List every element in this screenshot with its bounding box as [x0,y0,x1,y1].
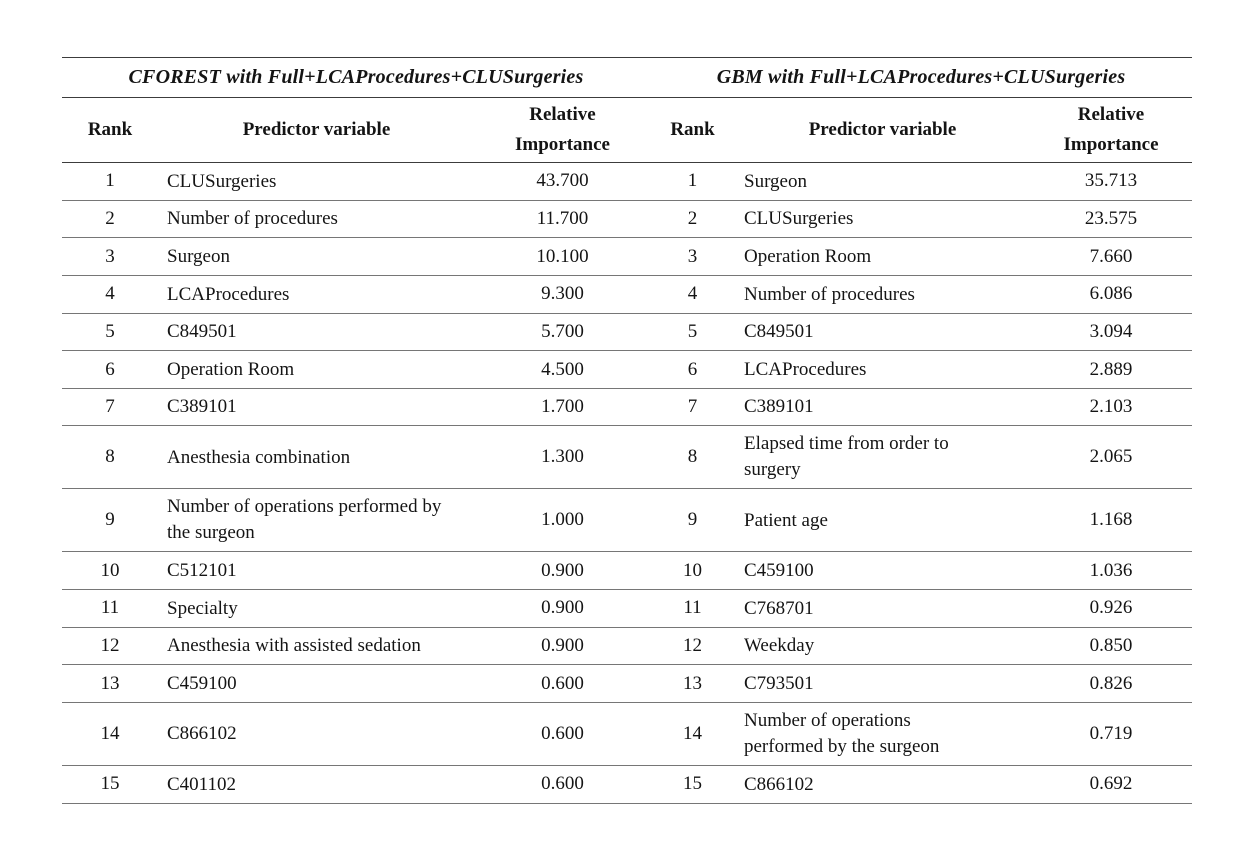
table-row [62,275,1192,313]
left-predictor-text: Anesthesia combination [167,446,351,468]
right-rank-text: 5 [687,320,698,342]
left-predictor-text: Operation Room [167,358,295,380]
right-rank-cell [650,627,735,665]
left-rank-text: 8 [105,446,115,468]
right-predictor-cell [735,627,1030,665]
right-importance-text: 0.850 [1089,635,1133,657]
left-predictor-text: Specialty [167,597,238,619]
right-importance-cell [1030,163,1192,201]
right-rank-cell [650,703,735,766]
left-rank-text: 14 [100,723,120,745]
right-importance-header-line1: Relative [1077,104,1145,125]
right-importance-text: 2.103 [1089,396,1133,418]
left-predictor-cell [158,489,475,552]
right-importance-text: 1.168 [1089,509,1133,531]
right-importance-text: 7.660 [1089,245,1133,267]
right-importance-text: 35.713 [1084,170,1138,192]
left-rank-header: Rank [87,119,133,140]
left-predictor-text: Anesthesia with assisted sedation [167,635,421,657]
right-rank-text: 6 [687,358,698,380]
gbm-model-title: GBM with Full+LCAProcedures+CLUSurgeries [716,66,1126,88]
table-row [62,163,1192,201]
left-predictor-cell [158,552,475,590]
variable-importance-table [62,57,1192,804]
left-predictor-cell [158,163,475,201]
right-predictor-text: C459100 [744,560,814,582]
left-predictor-text: LCAProcedures [167,283,290,305]
right-rank-text: 9 [687,509,698,531]
right-importance-text: 3.094 [1089,320,1133,342]
right-importance-cell [1030,238,1192,276]
left-importance-cell [475,313,650,351]
right-rank-cell [650,313,735,351]
table-header [62,58,1192,163]
left-importance-text: 0.600 [541,723,584,745]
left-predictor-cell [158,238,475,276]
left-importance-text: 0.900 [541,635,584,657]
right-rank-cell [650,200,735,238]
left-rank-text: 15 [100,773,120,795]
table-row [62,552,1192,590]
left-predictor-cell [158,426,475,489]
left-importance-cell [475,200,650,238]
right-predictor-cell [735,163,1030,201]
table-body [62,163,1192,804]
right-predictor-text: C849501 [744,321,814,343]
right-predictor-text: LCAProcedures [744,358,867,380]
right-predictor-cell [735,238,1030,276]
table-row [62,388,1192,426]
left-importance-cell [475,665,650,703]
right-rank-text: 3 [687,245,698,267]
right-predictor-text: C389101 [744,396,814,418]
left-rank-text: 12 [100,635,120,657]
left-importance-cell [475,275,650,313]
left-predictor-cell [158,766,475,804]
left-predictor-cell [158,627,475,665]
right-importance-text: 2.065 [1089,446,1133,468]
right-predictor-text: Number of procedures [744,283,915,305]
left-importance-cell [475,703,650,766]
table-row [62,238,1192,276]
left-importance-text: 1.300 [541,446,584,468]
right-rank-text: 4 [687,283,698,305]
right-importance-cell [1030,426,1192,489]
right-importance-text: 2.889 [1089,358,1133,380]
left-importance-text: 43.700 [536,170,589,192]
left-rank-text: 11 [100,597,120,619]
left-importance-text: 4.500 [541,358,584,380]
left-rank-cell [62,627,158,665]
right-importance-cell [1030,552,1192,590]
right-predictor-cell [735,200,1030,238]
left-importance-cell [475,489,650,552]
left-importance-cell [475,627,650,665]
right-predictor-cell [735,766,1030,804]
right-rank-cell [650,275,735,313]
right-predictor-text: C768701 [744,597,814,619]
left-predictor-cell [158,275,475,313]
right-rank-text: 13 [683,672,702,694]
left-predictor-text: Number of procedures [167,208,338,230]
right-predictor-text: Weekday [744,635,815,657]
table-row [62,665,1192,703]
left-predictor-cell [158,200,475,238]
table-row [62,627,1192,665]
left-importance-cell [475,351,650,389]
left-rank-cell [62,552,158,590]
left-rank-text: 3 [105,245,115,267]
left-importance-cell [475,426,650,489]
left-importance-text: 0.600 [541,672,584,694]
right-rank-text: 10 [683,559,702,581]
left-importance-cell [475,163,650,201]
left-importance-text: 0.900 [541,559,584,581]
left-importance-header-line1: Relative [529,104,596,125]
right-predictor-text: Patient age [744,509,828,531]
right-importance-text: 23.575 [1084,207,1138,229]
left-predictor-cell [158,703,475,766]
left-predictor-cell [158,351,475,389]
right-importance-cell [1030,766,1192,804]
left-predictor-text: Surgeon [167,245,230,267]
column-header-row [62,98,1192,163]
left-rank-cell [62,665,158,703]
right-rank-text: 7 [687,396,698,418]
left-importance-header [475,98,650,163]
right-importance-text: 0.826 [1089,672,1133,694]
right-rank-text: 14 [683,723,702,745]
right-rank-text: 12 [683,635,702,657]
right-predictor-cell [735,665,1030,703]
left-predictor-cell [158,590,475,628]
left-importance-cell [475,238,650,276]
left-importance-cell [475,388,650,426]
left-predictor-header: Predictor variable [242,119,391,140]
left-rank-cell [62,388,158,426]
right-importance-header-line2: Importance [1063,134,1159,155]
right-predictor-text: C793501 [744,673,814,695]
left-predictor-text: C401102 [167,773,236,795]
table-row [62,313,1192,351]
table-row [62,200,1192,238]
left-rank-text: 7 [105,396,115,418]
right-importance-cell [1030,489,1192,552]
left-rank-cell [62,426,158,489]
right-importance-cell [1030,665,1192,703]
left-rank-cell [62,703,158,766]
right-importance-cell [1030,590,1192,628]
right-importance-text: 0.692 [1089,773,1133,795]
right-rank-text: 15 [683,773,702,795]
table-row [62,590,1192,628]
left-rank-text: 2 [105,207,115,229]
left-rank-cell [62,313,158,351]
left-predictor-text: C849501 [167,321,237,343]
left-predictor-text: CLUSurgeries [167,170,277,192]
left-rank-text: 9 [105,509,115,531]
right-importance-cell [1030,351,1192,389]
right-rank-cell [650,665,735,703]
left-rank-cell [62,163,158,201]
right-rank-text: 2 [687,207,698,229]
left-importance-text: 5.700 [541,320,584,342]
right-predictor-text: Number of operations performed by the surgeon [744,710,940,758]
right-importance-cell [1030,200,1192,238]
left-predictor-text: C389101 [167,396,237,418]
left-importance-header-line2: Importance [515,134,610,155]
right-importance-cell [1030,388,1192,426]
table-row [62,766,1192,804]
left-rank-text: 4 [105,283,115,305]
right-predictor-cell [735,552,1030,590]
right-predictor-header: Predictor variable [808,119,957,140]
right-rank-header: Rank [670,119,715,140]
right-predictor-text: Operation Room [744,245,872,267]
right-predictor-cell [735,426,1030,489]
right-predictor-text: Surgeon [744,170,807,192]
right-rank-text: 11 [683,597,702,619]
left-importance-text: 0.900 [541,597,584,619]
left-importance-text: 10.100 [536,245,589,267]
right-predictor-cell [735,351,1030,389]
left-importance-text: 11.700 [536,207,589,229]
table-row [62,426,1192,489]
right-rank-cell [650,351,735,389]
left-predictor-text: C459100 [167,673,237,695]
right-importance-text: 1.036 [1089,559,1133,581]
left-rank-cell [62,766,158,804]
right-importance-cell [1030,275,1192,313]
right-predictor-text: CLUSurgeries [744,208,854,230]
left-rank-cell [62,351,158,389]
right-rank-cell [650,766,735,804]
table-row [62,489,1192,552]
left-rank-text: 5 [105,320,115,342]
right-importance-header [1030,98,1192,163]
left-rank-text: 13 [100,672,120,694]
model-title-row [62,58,1192,98]
left-importance-cell [475,766,650,804]
right-rank-cell [650,238,735,276]
left-rank-text: 6 [105,358,115,380]
left-rank-text: 10 [100,559,120,581]
right-importance-cell [1030,703,1192,766]
right-importance-text: 0.719 [1089,723,1133,745]
left-importance-cell [475,552,650,590]
right-predictor-cell [735,388,1030,426]
left-rank-text: 1 [105,170,115,192]
left-predictor-text: C512101 [167,560,237,582]
left-rank-cell [62,489,158,552]
right-rank-cell [650,388,735,426]
left-predictor-cell [158,665,475,703]
left-rank-cell [62,590,158,628]
right-rank-text: 8 [687,446,698,468]
right-importance-cell [1030,313,1192,351]
right-predictor-cell [735,313,1030,351]
left-rank-cell [62,275,158,313]
left-importance-text: 1.000 [541,509,584,531]
right-rank-cell [650,163,735,201]
left-importance-text: 0.600 [541,773,584,795]
table-row [62,703,1192,766]
right-predictor-text: Elapsed time from order to surgery [744,433,949,481]
right-importance-text: 6.086 [1089,283,1133,305]
right-predictor-cell [735,489,1030,552]
cforest-model-title: CFOREST with Full+LCAProcedures+CLUSurgeries [128,66,584,88]
left-importance-text: 9.300 [541,283,584,305]
left-predictor-cell [158,388,475,426]
left-rank-cell [62,200,158,238]
right-predictor-text: C866102 [744,773,814,795]
right-rank-text: 1 [687,170,698,192]
right-rank-cell [650,426,735,489]
left-predictor-text: Number of operations performed by the surgeon [167,496,442,544]
left-importance-text: 1.700 [541,396,584,418]
right-rank-cell [650,489,735,552]
right-importance-cell [1030,627,1192,665]
right-rank-cell [650,590,735,628]
right-predictor-cell [735,590,1030,628]
right-predictor-cell [735,703,1030,766]
right-importance-text: 0.926 [1089,597,1133,619]
left-rank-cell [62,238,158,276]
left-importance-cell [475,590,650,628]
table-row [62,351,1192,389]
right-rank-cell [650,552,735,590]
left-predictor-cell [158,313,475,351]
left-predictor-text: C866102 [167,723,237,745]
right-predictor-cell [735,275,1030,313]
